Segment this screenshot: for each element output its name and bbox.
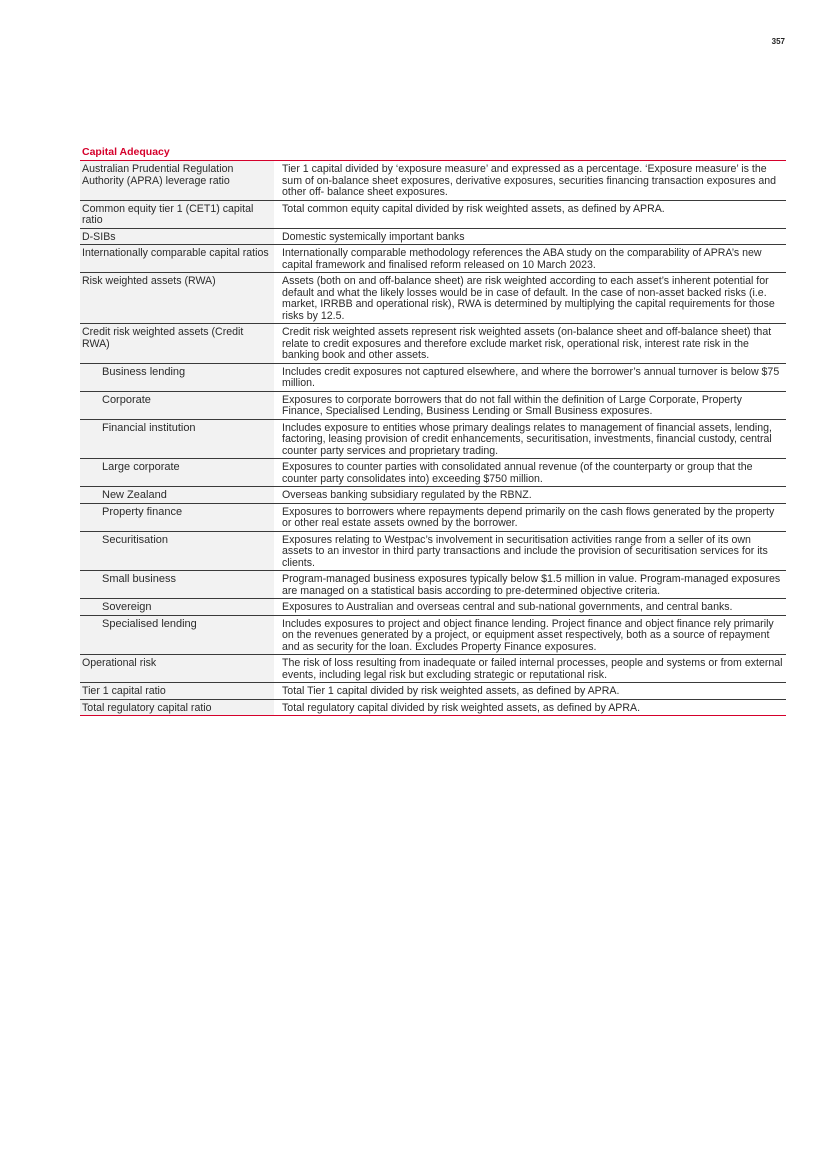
capital-adequacy-glossary [80, 146, 786, 716]
table-row [80, 459, 786, 487]
page-number: 357 [771, 37, 785, 46]
definition-cell: Total regulatory capital divided by risk weighted assets, as defined by APRA. [274, 699, 786, 716]
sub-term-cell: Financial institution [80, 419, 274, 459]
table-row [80, 571, 786, 599]
sub-term-cell: Small business [80, 571, 274, 599]
sub-term-cell: Sovereign [80, 599, 274, 616]
term-cell: Credit risk weighted assets (Credit RWA) [80, 324, 274, 364]
sub-term-cell: Corporate [80, 391, 274, 419]
definition-cell: Exposures to corporate borrowers that do not fall within the definition of Large Corporate, Property Finance, Specialised Lending, Business Lending or Small Business exposures. [274, 391, 786, 419]
term-cell: Common equity tier 1 (CET1) capital ratio [80, 200, 274, 228]
definition-cell: Includes exposure to entities whose primary dealings relates to management of financial assets, lending, factoring, leasing provision of credit enhancements, securitisation, investments, financial custody, central counter party services and proprietary trading. [274, 419, 786, 459]
term-cell: Operational risk [80, 655, 274, 683]
definition-cell: Domestic systemically important banks [274, 228, 786, 245]
table-row [80, 699, 786, 716]
term-cell: Internationally comparable capital ratios [80, 245, 274, 273]
sub-term-cell: New Zealand [80, 487, 274, 504]
sub-term-cell: Specialised lending [80, 615, 274, 655]
table-row [80, 599, 786, 616]
definition-cell: Tier 1 capital divided by ‘exposure measure’ and expressed as a percentage. ‘Exposure measure’ is the sum of on-balance sheet exposures, derivative exposures, securities financing transaction exposures and other off- balance sheet exposures. [274, 161, 786, 200]
term-cell: Total regulatory capital ratio [80, 699, 274, 716]
table-row [80, 245, 786, 273]
sub-term-cell: Large corporate [80, 459, 274, 487]
table-row [80, 363, 786, 391]
definition-cell: Exposures to counter parties with consolidated annual revenue (of the counterparty or group that the counter party consolidates into) exceeding $750 million. [274, 459, 786, 487]
term-cell: Australian Prudential Regulation Authority (APRA) leverage ratio [80, 161, 274, 200]
table-row [80, 615, 786, 655]
definition-cell: Total common equity capital divided by risk weighted assets, as defined by APRA. [274, 200, 786, 228]
term-cell: Risk weighted assets (RWA) [80, 273, 274, 324]
definition-cell: The risk of loss resulting from inadequate or failed internal processes, people and systems or from external events, including legal risk but excluding strategic or reputational risk. [274, 655, 786, 683]
definition-cell: Exposures relating to Westpac’s involvement in securitisation activities range from a seller of its own assets to an investor in third party transactions and include the provision of securitisation services for its clients. [274, 531, 786, 571]
definition-cell: Credit risk weighted assets represent risk weighted assets (on-balance sheet and off-balance sheet) that relate to credit exposures and therefore exclude market risk, operational risk, interest rate risk in the banking book and other assets. [274, 324, 786, 364]
term-cell: Tier 1 capital ratio [80, 683, 274, 700]
section-title: Capital Adequacy [80, 146, 786, 161]
definition-cell: Assets (both on and off-balance sheet) are risk weighted according to each asset’s inherent potential for default and what the likely losses would be in case of default. In the case of non-asset backed risks (i.e. market, IRRBB and operational risk), RWA is determined by multiplying the capital requirements for those risks by 12.5. [274, 273, 786, 324]
term-cell: D-SIBs [80, 228, 274, 245]
table-row [80, 324, 786, 364]
table-row [80, 683, 786, 700]
table-row [80, 487, 786, 504]
glossary-table [80, 161, 786, 716]
table-row [80, 228, 786, 245]
definition-cell: Overseas banking subsidiary regulated by the RBNZ. [274, 487, 786, 504]
definition-cell: Exposures to Australian and overseas central and sub-national governments, and central banks. [274, 599, 786, 616]
definition-cell: Exposures to borrowers where repayments depend primarily on the cash flows generated by the property or other real estate assets owned by the borrower. [274, 503, 786, 531]
sub-term-cell: Property finance [80, 503, 274, 531]
table-row [80, 391, 786, 419]
table-row [80, 419, 786, 459]
table-row [80, 655, 786, 683]
sub-term-cell: Securitisation [80, 531, 274, 571]
definition-cell: Internationally comparable methodology references the ABA study on the comparability of APRA’s new capital framework and finalised reform released on 10 March 2023. [274, 245, 786, 273]
definition-cell: Total Tier 1 capital divided by risk weighted assets, as defined by APRA. [274, 683, 786, 700]
table-row [80, 161, 786, 200]
definition-cell: Program-managed business exposures typically below $1.5 million in value. Program-managed exposures are managed on a statistical basis according to pre-determined objective criteria. [274, 571, 786, 599]
table-row [80, 273, 786, 324]
table-row [80, 200, 786, 228]
table-row [80, 531, 786, 571]
definition-cell: Includes exposures to project and object finance lending. Project finance and object finance rely primarily on the revenues generated by a project, or equipment asset respectively, both as a source of repayment and as security for the loan. Excludes Property Finance exposures. [274, 615, 786, 655]
definition-cell: Includes credit exposures not captured elsewhere, and where the borrower’s annual turnover is below $75 million. [274, 363, 786, 391]
sub-term-cell: Business lending [80, 363, 274, 391]
table-row [80, 503, 786, 531]
